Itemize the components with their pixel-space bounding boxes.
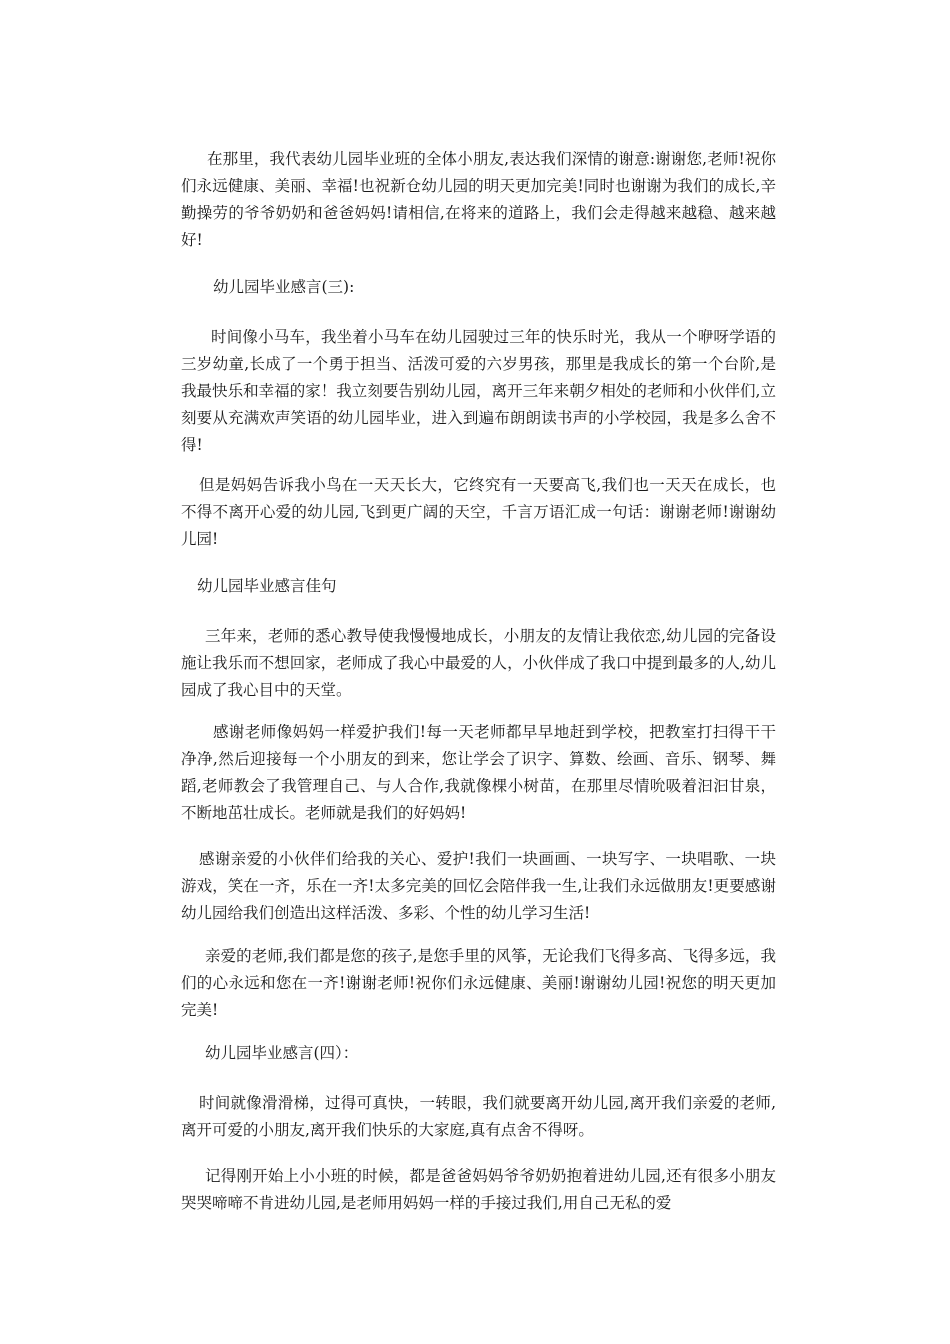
paragraph-three-years: 三年来，老师的悉心教导使我慢慢地成长，小朋友的友情让我依恋,幼儿园的完备设施让我乐而不想回家，老师成了我心中最爱的人，小伙伴成了我口中提到最多的人,幼儿园成了我心目中的天堂。 — [181, 627, 776, 699]
paragraph-little-bird: 但是妈妈告诉我小鸟在一天天长大，它终究有一天要高飞,我们也一天天在成长，也不得不离开心爱的幼儿园,飞到更广阔的天空，千言万语汇成一句话：谢谢老师!谢谢幼儿园! — [181, 476, 776, 548]
paragraph-little-carriage: 时间像小马车，我坐着小马车在幼儿园驶过三年的快乐时光，我从一个咿呀学语的三岁幼童,长成了一个勇于担当、活泼可爱的六岁男孩，那里是我成长的第一个台阶,是我最快乐和幸福的家！我立刻要告别幼儿园，离开三年来朝夕相处的老师和小伙伴们,立刻要从充满欢声笑语的幼儿园毕业，进入到遍布朗朗读书声的小学校园，我是多么舍不得! — [181, 328, 776, 454]
section-heading-quotes: 幼儿园毕业感言佳句 — [197, 577, 337, 595]
paragraph-thank-friends: 感谢亲爱的小伙伴们给我的关心、爱护!我们一块画画、一块写字、一块唱歌、一块游戏，笑在一齐，乐在一齐!太多完美的回忆会陪伴我一生,让我们永远做朋友!更要感谢幼儿园给我们创造出这样活泼、多彩、个性的幼儿学习生活! — [181, 850, 776, 922]
paragraph-thank-teacher-mother: 感谢老师像妈妈一样爱护我们!每一天老师都早早地赶到学校，把教室打扫得干干净净,然后迎接每一个小朋友的到来，您让学会了识字、算数、绘画、音乐、钢琴、舞蹈,老师教会了我管理自己、与人合作,我就像棵小树苗，在那里尽情吮吸着汩汩甘泉，不断地茁壮成长。老师就是我们的好妈妈! — [181, 723, 776, 822]
paragraph-slide: 时间就像滑滑梯，过得可真快，一转眼，我们就要离开幼儿园,离开我们亲爱的老师,离开可爱的小朋友,离开我们快乐的大家庭,真有点舍不得呀。 — [181, 1094, 776, 1139]
section-heading-4: 幼儿园毕业感言(四）： — [205, 1044, 359, 1062]
paragraph-dear-teacher: 亲爱的老师,我们都是您的孩子,是您手里的风筝，无论我们飞得多高、飞得多远，我们的心永远和您在一齐!谢谢老师!祝你们永远健康、美丽!谢谢幼儿园!祝您的明天更加完美! — [181, 947, 776, 1019]
section-heading-3: 幼儿园毕业感言(三): — [213, 278, 355, 296]
paragraph-first-class: 记得刚开始上小小班的时候，都是爸爸妈妈爷爷奶奶抱着进幼儿园,还有很多小朋友哭哭啼啼不肯进幼儿园,是老师用妈妈一样的手接过我们,用自己无私的爱 — [181, 1167, 776, 1212]
paragraph-thanks-teachers: 在那里，我代表幼儿园毕业班的全体小朋友,表达我们深情的谢意:谢谢您,老师!祝你们永远健康、美丽、幸福!也祝新仓幼儿园的明天更加完美!同时也谢谢为我们的成长,辛勤操劳的爷爷奶奶和爸爸妈妈!请相信,在将来的道路上，我们会走得越来越稳、越来越好! — [181, 150, 776, 249]
